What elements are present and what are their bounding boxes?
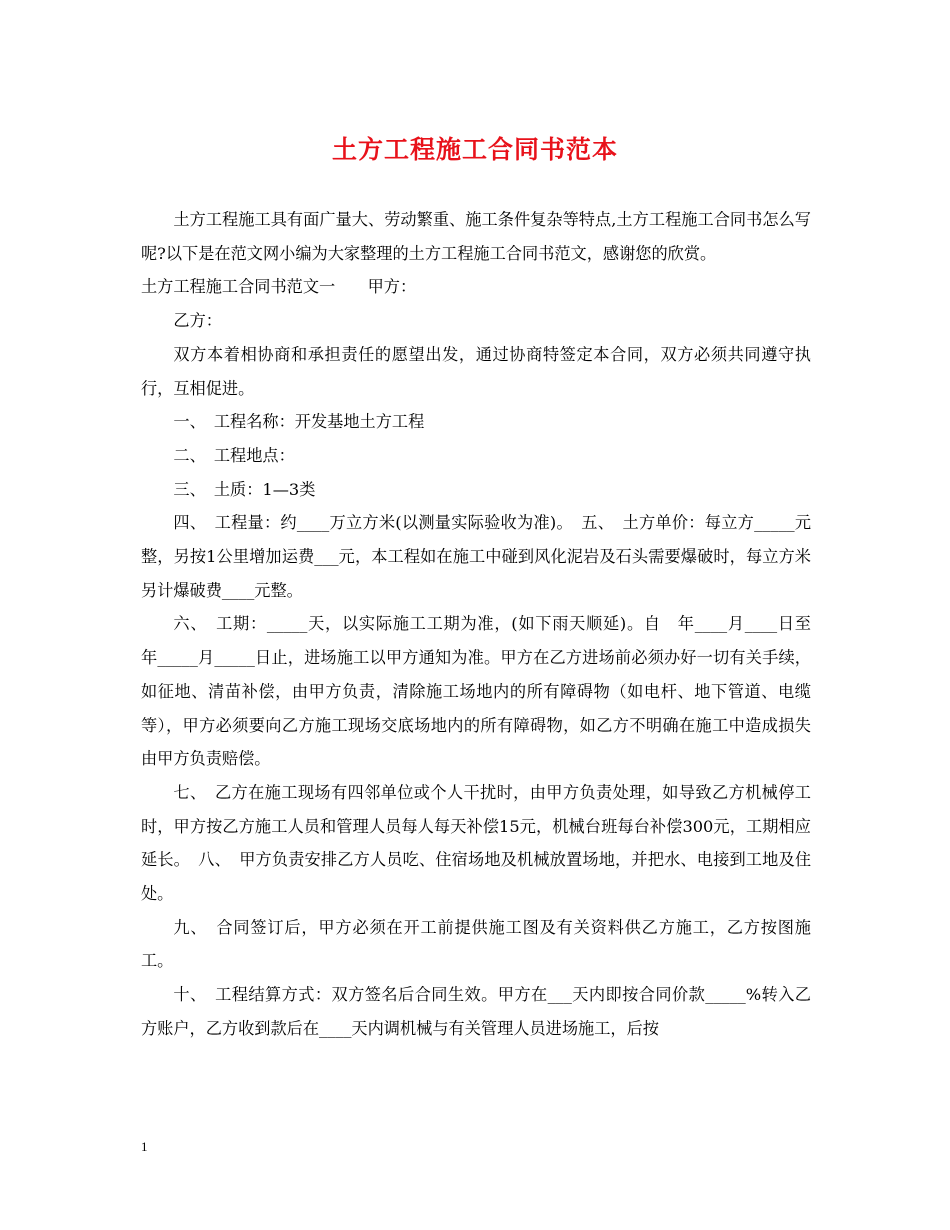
paragraph-intro: 土方工程施工具有面广量大、劳动繁重、施工条件复杂等特点,土方工程施工合同书怎么写呢?以下是在范文网小编为大家整理的土方工程施工合同书范文，感谢您的欣赏。 xyxy=(141,210,811,263)
paragraph-party-b: 乙方： xyxy=(173,311,222,331)
clause-10: 十、 工程结算方式：双方签名后合同生效。甲方在___天内即按合同价款_____%转入乙方账户，乙方收到款后在____天内调机械与有关管理人员进场施工，后按 xyxy=(141,985,811,1038)
clause-4-5: 四、 工程量：约____万立方米(以测量实际验收为准)。 五、 土方单价：每立方_____元整，另按1公里增加运费___元，本工程如在施工中碰到风化泥岩及石头需要爆破时，每立方米另计爆破费____元整。 xyxy=(141,513,811,600)
paragraph-party-a: 土方工程施工合同书范文一 甲方： xyxy=(141,277,417,297)
page-number: 1 xyxy=(141,1139,148,1154)
clause-3: 三、 土质：1—3类 xyxy=(173,479,316,499)
document-title: 土方工程施工合同书范本 xyxy=(331,135,618,164)
clause-1: 一、 工程名称：开发基地土方工程 xyxy=(173,412,425,432)
clause-9: 九、 合同签订后，甲方必须在开工前提供施工图及有关资料供乙方施工，乙方按图施工。 xyxy=(141,917,811,971)
paragraph-agreement: 双方本着相协商和承担责任的愿望出发，通过协商特签定本合同，双方必须共同遵守执行，互相促进。 xyxy=(141,344,811,398)
document-body xyxy=(141,203,828,1046)
clause-2: 二、 工程地点： xyxy=(173,445,295,465)
clause-7-8: 七、 乙方在施工现场有四邻单位或个人干扰时，由甲方负责处理，如导致乙方机械停工时，甲方按乙方施工人员和管理人员每人每天补偿15元，机械台班每台补偿300元，工期相应延长。 八、 甲方负责安排乙方人员吃、住宿场地及机械放置场地，并把水、电接到工地及住处。 xyxy=(141,782,811,904)
clause-6: 六、 工期：_____天，以实际施工工期为准，(如下雨天顺延)。自 年____月____日至 年_____月_____日止，进场施工以甲方通知为准。甲方在乙方进场前必须办好一切有关手续，如征地、清苗补偿，由甲方负责，清除施工场地内的所有障碍物（如电杆、地下管道、电缆等），甲方必须要向乙方施工现场交底场地内的所有障碍物，如乙方不明确在施工中造成损失由甲方负责赔偿。 xyxy=(141,614,828,769)
